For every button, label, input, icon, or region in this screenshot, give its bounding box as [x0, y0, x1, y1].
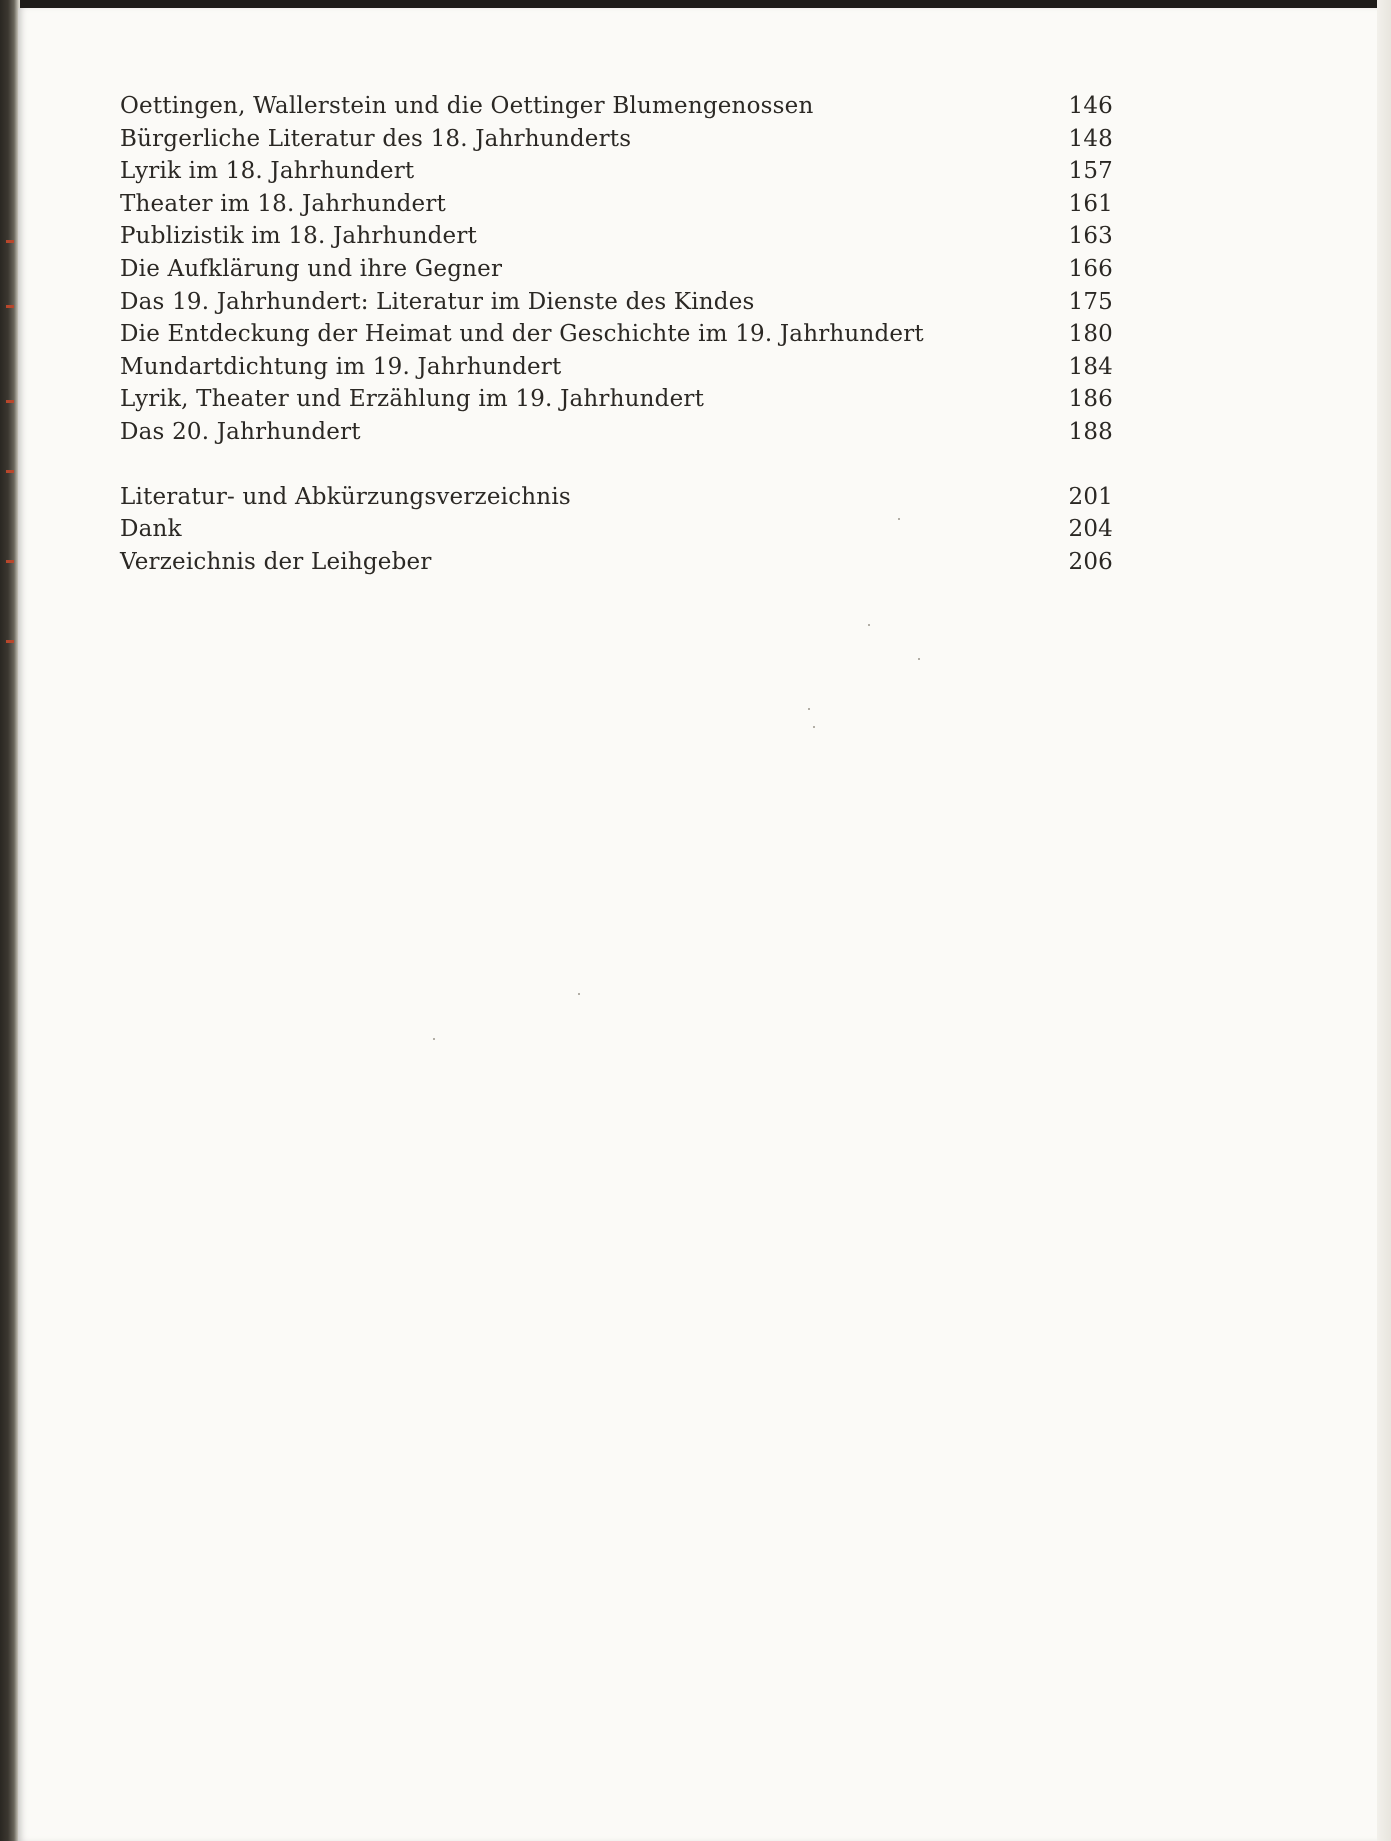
paper-speck: [813, 726, 815, 728]
toc-entry-page-number: 188: [1068, 418, 1113, 445]
toc-entry-title: Das 20. Jahrhundert: [120, 418, 361, 445]
toc-entry: [103, 513, 1113, 546]
toc-entry-title: Lyrik, Theater und Erzählung im 19. Jahrhundert: [120, 386, 705, 413]
edge-mark: [6, 240, 14, 243]
toc-entry-title: Die Entdeckung der Heimat und der Geschichte im 19. Jahrhundert: [120, 321, 924, 348]
toc-entry-title: Lyrik im 18. Jahrhundert: [120, 158, 415, 185]
toc-entry-page-number: 175: [1068, 288, 1113, 315]
toc-entry: [103, 481, 1113, 514]
paper-speck: [433, 1038, 435, 1040]
toc-group: [103, 481, 1113, 579]
toc-entry-page-number: 146: [1068, 93, 1113, 119]
toc-entry-page-number: 204: [1068, 516, 1113, 543]
toc-entry-page-number: 184: [1068, 353, 1113, 380]
edge-mark: [6, 470, 14, 473]
toc-entry-page-number: 186: [1068, 386, 1113, 413]
paper-speck: [578, 993, 580, 995]
toc-entry: [103, 253, 1113, 286]
toc-entry-title: Verzeichnis der Leihgeber: [120, 548, 432, 575]
toc-entry-title: Oettingen, Wallerstein und die Oettinger Blumengenossen: [120, 93, 814, 119]
toc-entry: [103, 155, 1113, 188]
paper-speck: [808, 708, 810, 710]
toc-entry: [103, 351, 1113, 384]
toc-entry: [103, 286, 1113, 319]
toc-entry: [103, 546, 1113, 579]
paper-speck: [868, 624, 870, 626]
toc-entry-title: Theater im 18. Jahrhundert: [120, 190, 446, 217]
toc-entry-page-number: 157: [1068, 158, 1113, 185]
scan-left-edge: [0, 0, 20, 1841]
table-of-contents: [103, 90, 1113, 610]
toc-entry-title: Publizistik im 18. Jahrhundert: [120, 223, 477, 250]
toc-entry: [103, 416, 1113, 449]
toc-entry: [103, 220, 1113, 253]
toc-entry-title: Die Aufklärung und ihre Gegner: [120, 255, 503, 282]
edge-mark: [6, 640, 14, 643]
edge-mark: [6, 400, 14, 403]
toc-entry-page-number: 163: [1068, 223, 1113, 250]
paper-speck: [918, 658, 920, 660]
toc-entry-title: Das 19. Jahrhundert: Literatur im Dienste des Kindes: [120, 288, 755, 315]
toc-entry: [103, 90, 1113, 123]
toc-entry-page-number: 201: [1068, 483, 1113, 510]
edge-mark: [6, 305, 14, 308]
toc-entry-title: Bürgerliche Literatur des 18. Jahrhunderts: [120, 125, 632, 152]
toc-entry-title: Literatur- und Abkürzungsverzeichnis: [120, 483, 571, 510]
toc-entry-page-number: 166: [1068, 255, 1113, 282]
toc-entry-page-number: 161: [1068, 190, 1113, 217]
toc-entry-title: Mundartdichtung im 19. Jahrhundert: [120, 353, 562, 380]
toc-entry-page-number: 206: [1068, 548, 1113, 575]
toc-entry-title: Dank: [120, 516, 182, 543]
edge-mark: [6, 560, 14, 563]
scan-right-edge: [1377, 0, 1391, 1841]
toc-entry-page-number: 180: [1068, 321, 1113, 348]
toc-entry: [103, 318, 1113, 351]
toc-group: [103, 90, 1113, 449]
toc-entry: [103, 383, 1113, 416]
toc-entry-page-number: 148: [1068, 125, 1113, 152]
toc-entry: [103, 123, 1113, 156]
toc-entry: [103, 188, 1113, 221]
